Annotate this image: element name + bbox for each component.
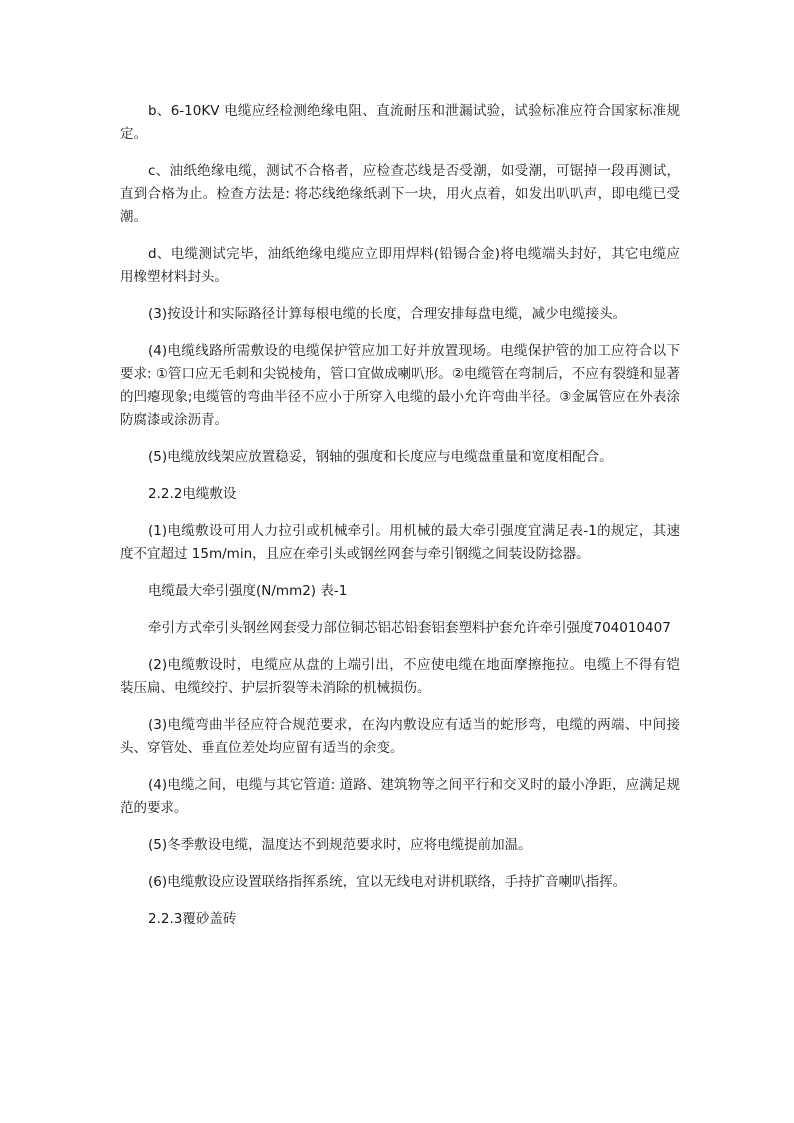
paragraph-cable-length-calc: (3)按设计和实际路径计算每根电缆的长度，合理安排每盘电缆，减少电缆接头。 xyxy=(148,306,627,322)
section-heading-cable-laying: 2.2.2电缆敷设 xyxy=(148,486,237,502)
document-page xyxy=(120,100,680,945)
paragraph-reel-stand: (5)电缆放线架应放置稳妥，钢轴的强度和长度应与电缆盘重量和宽度相配合。 xyxy=(148,449,613,465)
paragraph-cable-end-sealing: d、电缆测试完毕，油纸绝缘电缆应立即用焊料(铅锡合金)将电缆端头封好，其它电缆应用橡塑材料封头。 xyxy=(120,246,680,285)
paragraph-winter-laying: (5)冬季敷设电缆，温度达不到规范要求时，应将电缆提前加温。 xyxy=(148,837,532,853)
paragraph-command-system: (6)电缆敷设应设置联络指挥系统，宜以无线电对讲机联络，手持扩音喇叭指挥。 xyxy=(148,874,627,890)
table-content-line: 牵引方式牵引头钢丝网套受力部位铜芯铝芯铅套铝套塑料护套允许牵引强度704010407 xyxy=(148,620,671,636)
table-caption: 电缆最大牵引强度(N/mm2) 表-1 xyxy=(148,583,348,599)
paragraph-traction-method: (1)电缆敷设可用人力拉引或机械牵引。用机械的最大牵引强度宜满足表-1的规定，其速度不宜超过 15m/min，且应在牵引头或钢丝网套与牵引钢缆之间装设防捻器。 xyxy=(120,523,680,562)
paragraph-clearance: (4)电缆之间，电缆与其它管道: 道路、建筑物等之间平行和交叉时的最小净距，应满足规范的要求。 xyxy=(120,777,680,816)
section-heading-sand-brick: 2.2.3覆砂盖砖 xyxy=(148,911,237,927)
paragraph-protection-pipe: (4)电缆线路所需敷设的电缆保护管应加工好并放置现场。电缆保护管的加工应符合以下要求: ①管口应无毛刺和尖锐棱角，管口宜做成喇叭形。②电缆管在弯制后，不应有裂缝和显著的凹瘪现象;电缆管的弯曲半径不应小于所穿入电缆的最小允许弯曲半径。③金属管应在外表涂防腐漆或涂沥青。 xyxy=(120,343,680,428)
paragraph-oil-paper-moisture-check: c、油纸绝缘电缆，测试不合格者，应检查芯线是否受潮，如受潮，可锯掉一段再测试，直到合格为止。检查方法是: 将芯线绝缘纸剥下一块，用火点着，如发出叭叭声，即电缆已受潮。 xyxy=(120,163,680,225)
paragraph-cable-test-standard: b、6-10KV 电缆应经检测绝缘电阻、直流耐压和泄漏试验，试验标准应符合国家标准规定。 xyxy=(120,103,680,142)
paragraph-bending-radius: (3)电缆弯曲半径应符合规范要求，在沟内敷设应有适当的蛇形弯，电缆的两端、中间接头、穿管处、垂直位差处均应留有适当的余变。 xyxy=(120,717,680,756)
paragraph-laying-from-reel: (2)电缆敷设时，电缆应从盘的上端引出，不应使电缆在地面摩擦拖拉。电缆上不得有铠装压扁、电缆绞拧、护层折裂等未消除的机械损伤。 xyxy=(120,657,680,696)
